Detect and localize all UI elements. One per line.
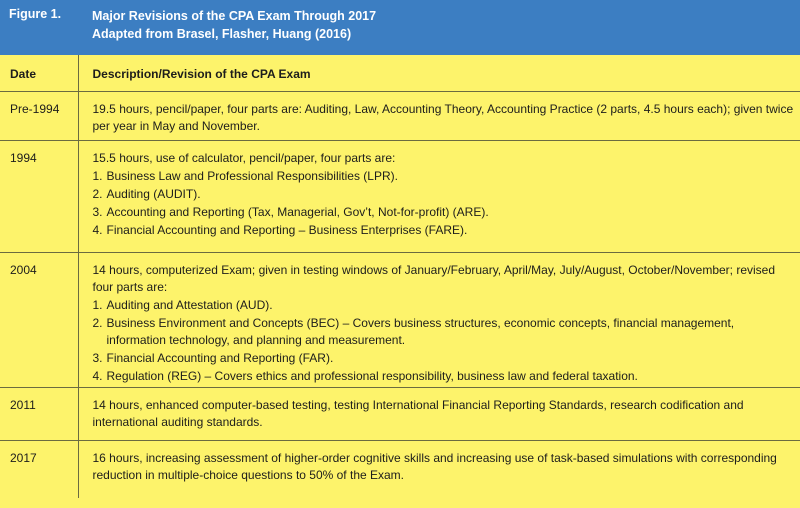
row-description-text: 16 hours, increasing assessment of higher-order cognitive skills and increasing use of task-based simulations with corresponding reduction in multiple-choice questions to 50% of the Exam.: [92, 450, 777, 482]
row-description-text: 14 hours, enhanced computer-based testing, testing International Financial Reporting Standards, research codification and international auditing standards.: [92, 397, 744, 429]
list-item-number: 2.: [92, 315, 103, 330]
row-description: [78, 91, 800, 140]
revisions-table: [0, 55, 800, 498]
table-row: [0, 140, 800, 252]
row-description: [78, 252, 800, 387]
list-item-text: Business Law and Professional Responsibilities (LPR).: [106, 168, 398, 183]
row-date: 2004: [0, 252, 78, 387]
list-item-number: 3.: [92, 204, 103, 219]
list-item: [93, 368, 795, 385]
list-item-text: Accounting and Reporting (Tax, Managerial, Gov’t, Not-for-profit) (ARE).: [106, 204, 489, 219]
row-description-text: 19.5 hours, pencil/paper, four parts are: Auditing, Law, Accounting Theory, Accounting Practice (2 parts, 4.5 hours each); given twice per year in May and November.: [92, 101, 794, 133]
row-date: 2017: [0, 440, 78, 498]
table-row: [0, 91, 800, 140]
list-item: [93, 186, 795, 203]
figure-titles: [78, 7, 376, 55]
list-item: [93, 350, 795, 367]
row-description: [78, 387, 800, 440]
figure-label: Figure 1.: [9, 7, 62, 21]
list-item: [93, 297, 795, 314]
list-item-number: 4.: [92, 222, 103, 237]
table-row: [0, 440, 800, 498]
header-date: Date: [0, 55, 78, 91]
list-item-number: 3.: [92, 350, 103, 365]
list-item-text: Financial Accounting and Reporting (FAR).: [106, 350, 334, 365]
list-item: [93, 222, 795, 239]
row-date: 2011: [0, 387, 78, 440]
figure-subtitle: Adapted from Brasel, Flasher, Huang (2016): [92, 27, 352, 41]
list-item: [93, 315, 795, 349]
figure-header: [0, 0, 800, 55]
row-description: [78, 140, 800, 252]
list-item-number: 1.: [92, 168, 103, 183]
row-description: [78, 440, 800, 498]
list-item-text: Regulation (REG) – Covers ethics and professional responsibility, business law and federal taxation.: [106, 368, 638, 383]
list-item: [93, 204, 795, 221]
list-item-text: Auditing (AUDIT).: [106, 186, 201, 201]
table-row: [0, 387, 800, 440]
row-description-text: 14 hours, computerized Exam; given in testing windows of January/February, April/May, July/August, October/November; revised four parts are:: [92, 262, 776, 294]
row-date: 1994: [0, 140, 78, 252]
list-item: [93, 168, 795, 185]
list-item-number: 2.: [92, 186, 103, 201]
figure-title: Major Revisions of the CPA Exam Through 2017: [92, 9, 377, 23]
list-item-number: 1.: [92, 297, 103, 312]
table-row: [0, 252, 800, 387]
list-item-number: 4.: [92, 368, 103, 383]
row-date: Pre-1994: [0, 91, 78, 140]
header-description: Description/Revision of the CPA Exam: [78, 55, 800, 91]
list-item-text: Financial Accounting and Reporting – Business Enterprises (FARE).: [106, 222, 468, 237]
table-header-row: [0, 55, 800, 91]
list-item-text: Auditing and Attestation (AUD).: [106, 297, 273, 312]
row-description-text: 15.5 hours, use of calculator, pencil/paper, four parts are:: [92, 150, 396, 165]
list-item-text: Business Environment and Concepts (BEC) – Covers business structures, economic concepts, financial management, information technology, and planning and measurement.: [106, 315, 735, 347]
